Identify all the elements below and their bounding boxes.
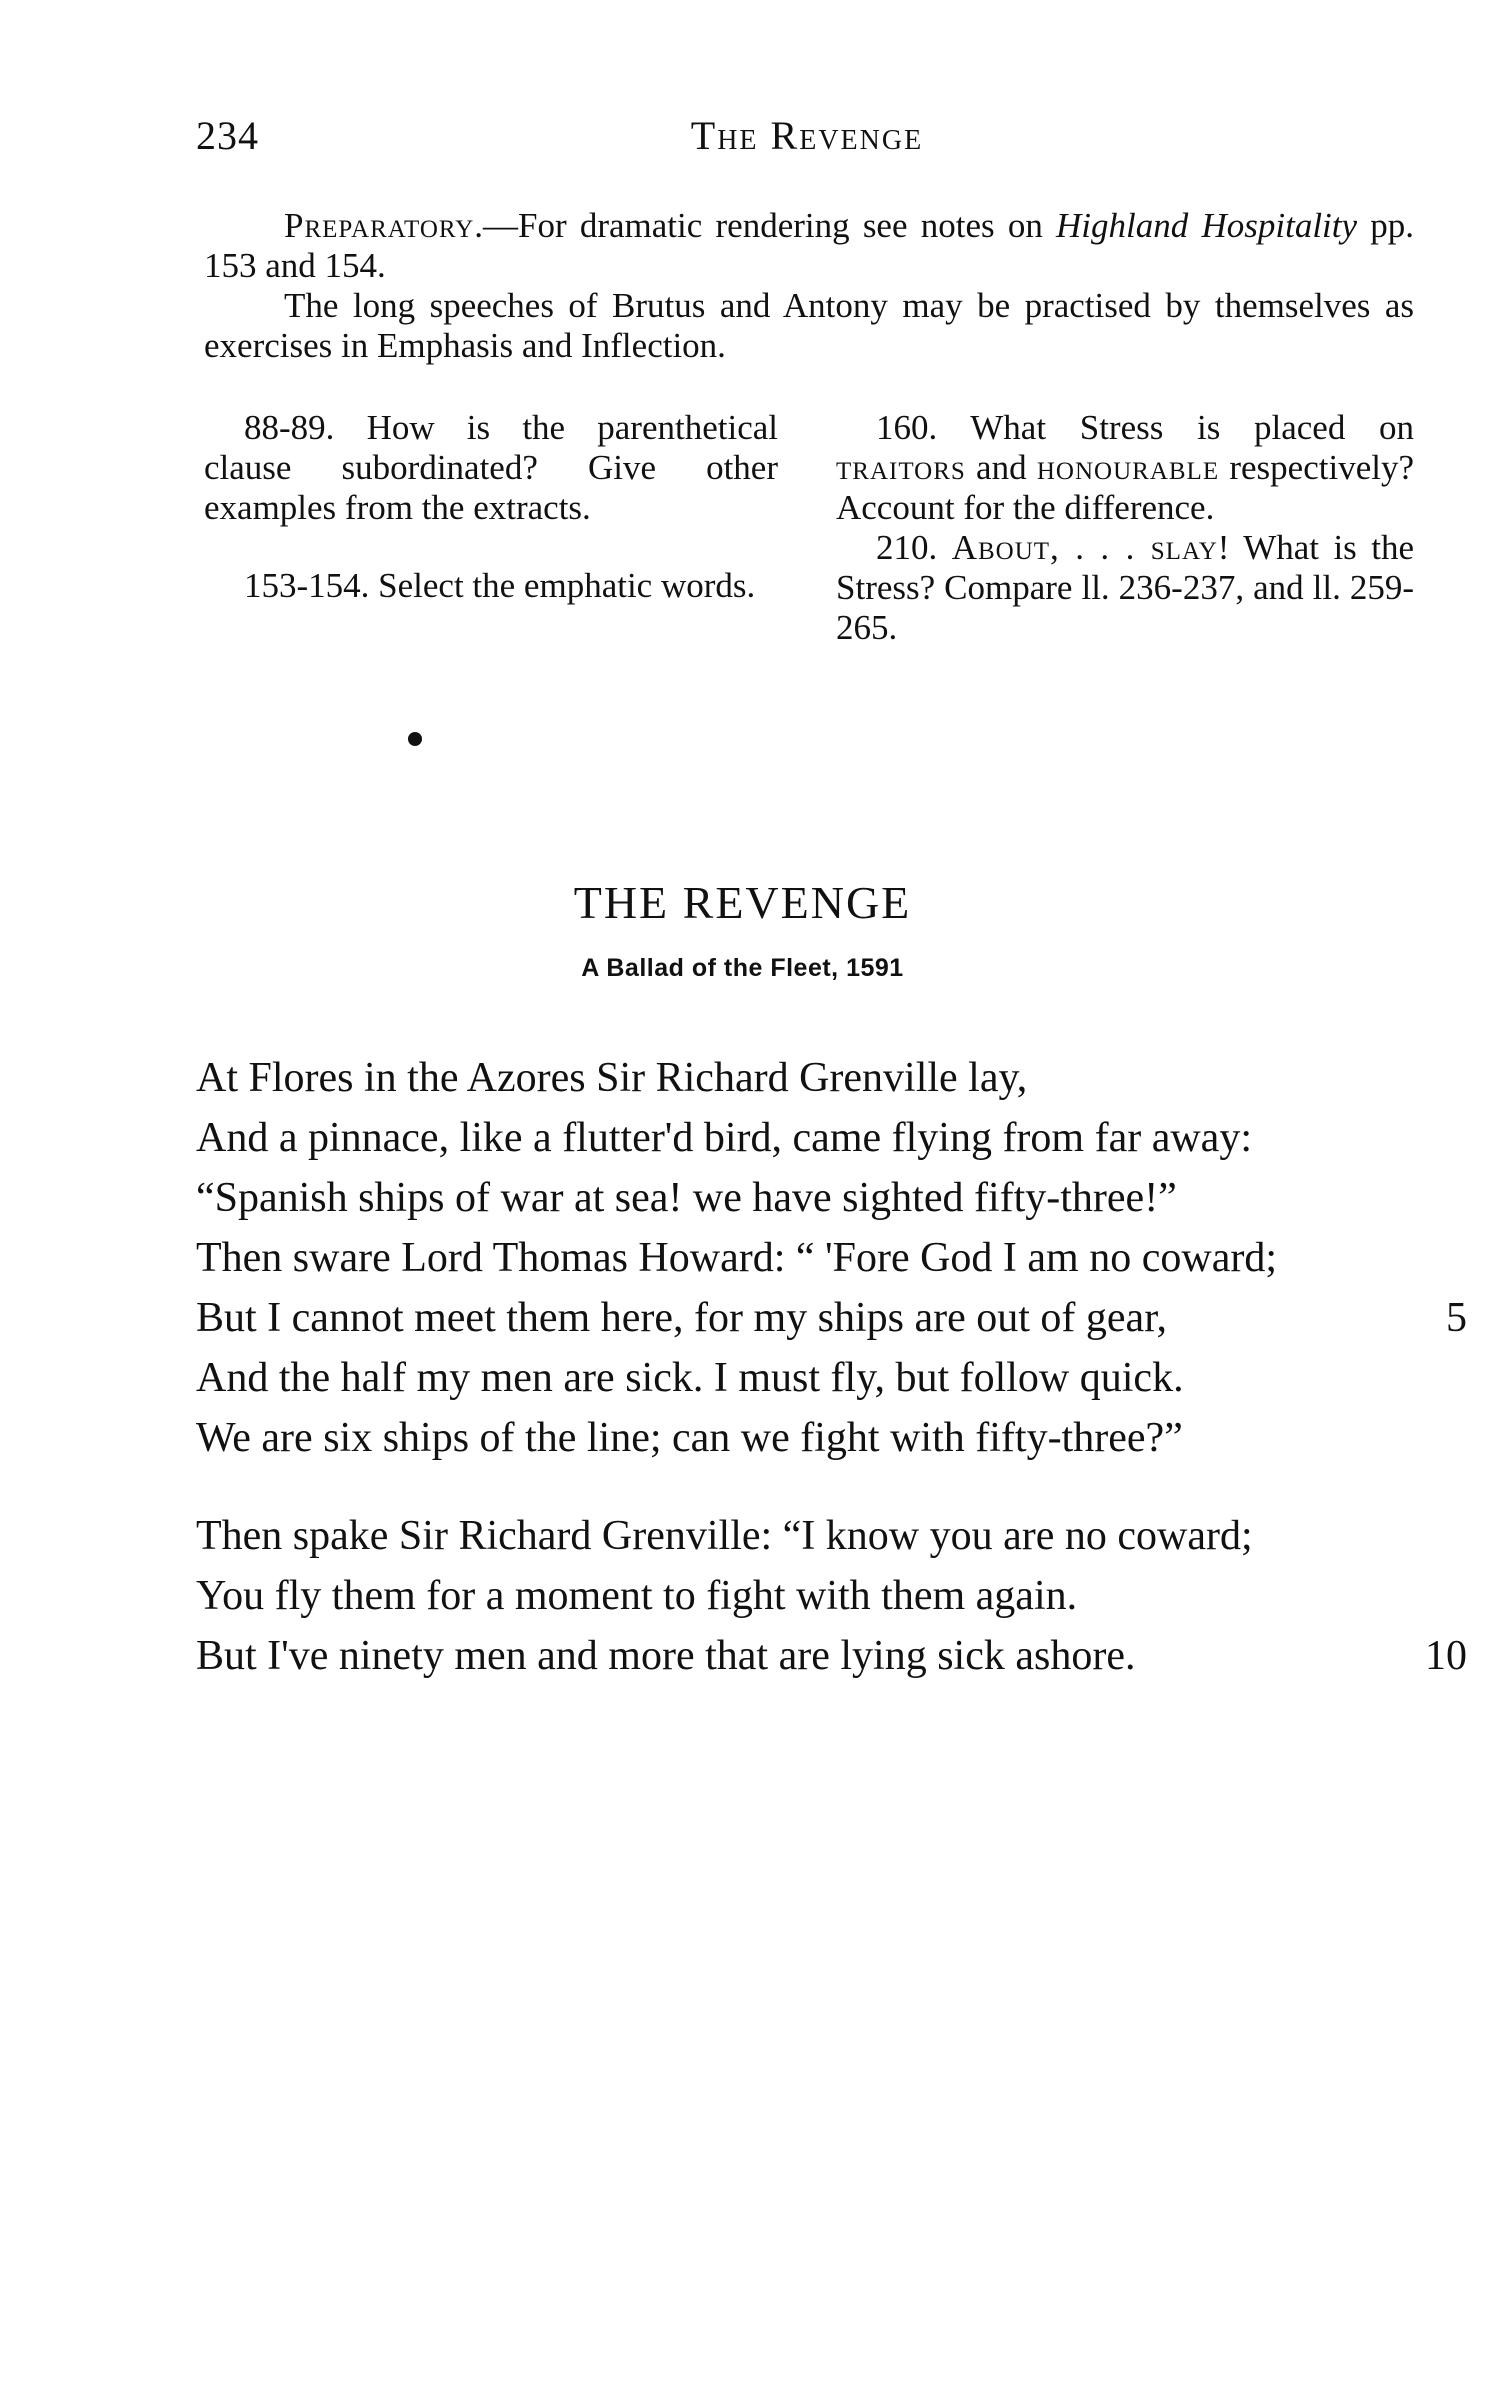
question-160-suffix: respectively? Account for the difference. [836, 448, 1414, 527]
poem-line [196, 1626, 1467, 1686]
line-number: 5 [1446, 1295, 1467, 1341]
poem-line-text: But I've ninety men and more that are lying sick ashore. [196, 1633, 1136, 1679]
question-210-suffix: ! What is the Stress? Compare ll. 236-237, and ll. 259-265. [836, 528, 1414, 647]
preparatory-paragraph [204, 206, 1414, 286]
poem-line-text: Then sware Lord Thomas Howard: “ 'Fore God I am no coward; [196, 1235, 1277, 1281]
poem-title: THE REVENGE [573, 877, 912, 928]
question-153-154: 153-154. Select the emphatic words. [244, 566, 756, 605]
stanza [196, 1506, 1467, 1686]
question-160-word-honourable: honourable [1036, 448, 1220, 487]
running-head [196, 112, 1418, 172]
questions-right-column [836, 408, 1414, 648]
question-210-prefix: 210. [876, 528, 952, 567]
poem-line [196, 1048, 1411, 1108]
poem-line-text: We are six ships of the line; can we fight with fifty-three?” [196, 1415, 1183, 1461]
line-number: 10 [1425, 1633, 1467, 1679]
poem-line [196, 1348, 1411, 1408]
question-160 [836, 408, 1414, 528]
poem-line [196, 1168, 1411, 1228]
poem-line-text: And a pinnace, like a flutter'd bird, came flying from far away: [196, 1115, 1252, 1161]
page-number: 234 [196, 113, 259, 158]
question-160-word-traitors: traitors [836, 448, 966, 487]
poem-line [196, 1288, 1467, 1348]
preparatory-italic-title: Highland Hospitality [1056, 206, 1358, 245]
bullet-mark [408, 732, 422, 746]
preparatory-paragraph-2: The long speeches of Brutus and Antony may be practised by themselves as exercises in Emphasis and Inflection. [204, 286, 1414, 365]
stanza [196, 1048, 1467, 1468]
poem-line [196, 1108, 1411, 1168]
poem-line-text: Then spake Sir Richard Grenville: “I know you are no coward; [196, 1513, 1253, 1559]
poem-body [196, 1048, 1467, 1686]
preparatory-label: Preparatory [284, 206, 475, 245]
poem-line-text: And the half my men are sick. I must fly, but follow quick. [196, 1355, 1184, 1401]
preparatory-text: .—For dramatic rendering see notes on [474, 206, 1057, 245]
question-160-mid: and [965, 448, 1037, 487]
poem-line [196, 1228, 1411, 1288]
poem-line [196, 1566, 1411, 1626]
poem-line-text: “Spanish ships of war at sea! we have sighted fifty-three!” [196, 1175, 1177, 1221]
poem-line-text: But I cannot meet them here, for my ships are out of gear, [196, 1295, 1168, 1341]
poem-line [196, 1408, 1411, 1468]
poem-line-text: You fly them for a moment to fight with them again. [196, 1573, 1078, 1619]
questions-left-column [204, 408, 778, 606]
preparatory-pages: pp. 153 and 154. [204, 206, 1414, 285]
poem-subtitle: A Ballad of the Fleet, 1591 [581, 954, 904, 982]
question-160-prefix: 160. What Stress is placed on [876, 408, 1414, 447]
poem-line [196, 1506, 1411, 1566]
preparatory-notes [204, 206, 1414, 366]
poem-line-text: At Flores in the Azores Sir Richard Grenville lay, [196, 1055, 1028, 1101]
question-210-words: About, . . . slay [951, 528, 1218, 567]
question-210 [836, 528, 1414, 648]
question-88-89: 88-89. How is the parenthetical clause subordinated? Give other examples from the extracts. [204, 408, 778, 527]
running-title: The Revenge [690, 113, 924, 158]
